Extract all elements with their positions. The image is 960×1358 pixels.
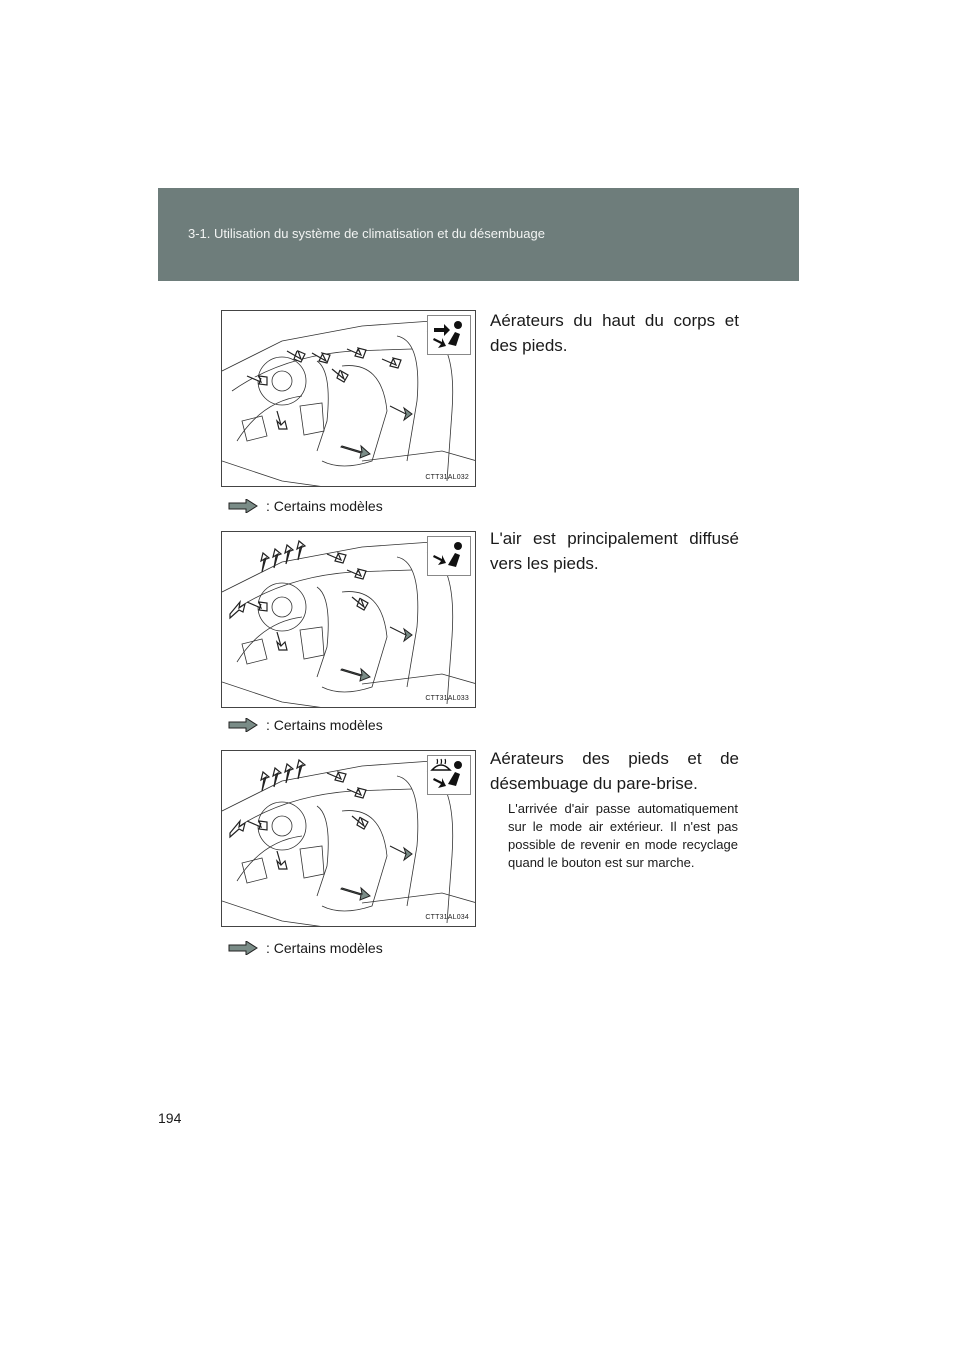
section-heading: Aérateurs des pieds et de désembuage du pare-brise. xyxy=(490,749,739,793)
certain-models-note xyxy=(228,940,383,956)
feet-and-windshield-defog-icon xyxy=(427,755,471,795)
car-interior-illustration xyxy=(221,531,476,708)
figure-code: CTT31AL032 xyxy=(425,474,469,481)
car-interior-illustration xyxy=(221,750,476,927)
header-title: 3-1. Utilisation du système de climatisation et du désembuage xyxy=(188,226,545,241)
note-text: : Certains modèles xyxy=(266,940,383,956)
section-body-text: L'arrivée d'air passe automatiquement sur le mode air extérieur. Il n'est pas possible de revenir en mode recyclage quand le bouton est sur marche. xyxy=(508,801,738,870)
section-heading: Aérateurs du haut du corps et des pieds. xyxy=(490,311,739,355)
page-number: 194 xyxy=(158,1110,182,1126)
note-text: : Certains modèles xyxy=(266,717,383,733)
feet-icon xyxy=(427,536,471,576)
note-text: : Certains modèles xyxy=(266,498,383,514)
gray-arrow-icon xyxy=(228,718,258,732)
gray-arrow-icon xyxy=(228,941,258,955)
upper-body-and-feet-icon xyxy=(427,315,471,355)
page-header xyxy=(158,188,799,281)
figure-code: CTT31AL034 xyxy=(425,914,469,921)
section-heading: L'air est principalement diffusé vers les pieds. xyxy=(490,529,739,573)
figure-code: CTT31AL033 xyxy=(425,695,469,702)
gray-arrow-icon xyxy=(228,499,258,513)
car-interior-illustration xyxy=(221,310,476,487)
certain-models-note xyxy=(228,717,383,733)
certain-models-note xyxy=(228,498,383,514)
